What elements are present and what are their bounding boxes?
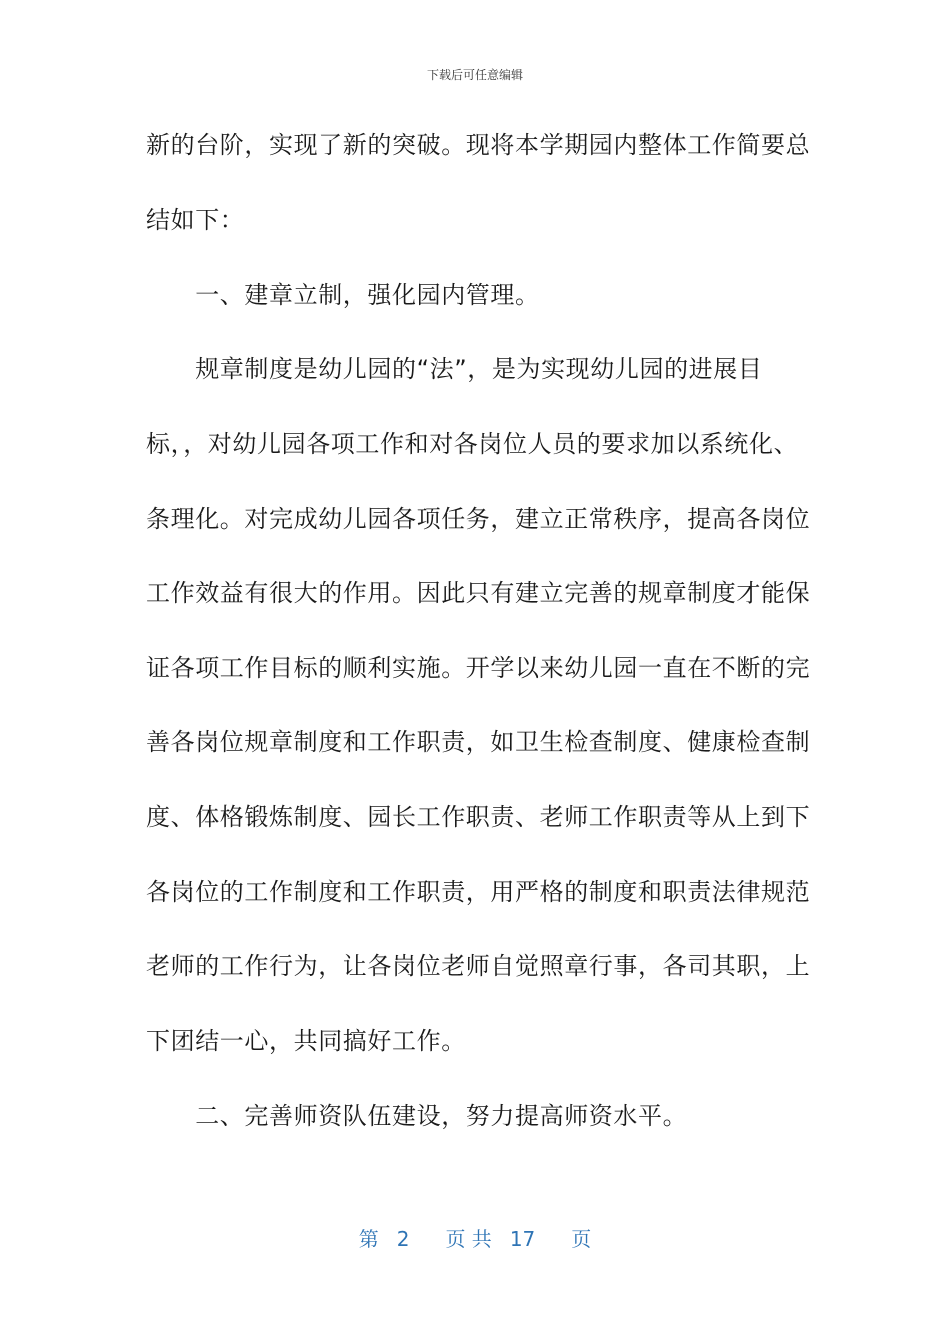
body-line: 新的台阶，实现了新的突破。现将本学期园内整体工作简要总 <box>146 131 811 159</box>
section-heading-1: 一、建章立制，强化园内管理。 <box>146 281 540 309</box>
body-line: 证各项工作目标的顺利实施。开学以来幼儿园一直在不断的完 <box>146 654 811 682</box>
page-middle-text: 页 共 <box>445 1227 492 1251</box>
total-pages-number: 17 <box>509 1227 536 1251</box>
body-line: 度、体格锻炼制度、园长工作职责、老师工作职责等从上到下 <box>146 803 811 831</box>
body-line: 规章制度是幼儿园的“法”，是为实现幼儿园的进展目 <box>146 355 763 383</box>
page-suffix: 页 <box>571 1227 592 1251</box>
body-line: 工作效益有很大的作用。因此只有建立完善的规章制度才能保 <box>146 579 811 607</box>
body-line: 善各岗位规章制度和工作职责，如卫生检查制度、健康检查制 <box>146 728 811 756</box>
body-line: 下团结一心，共同搞好工作。 <box>146 1027 466 1055</box>
body-line: 各岗位的工作制度和工作职责，用严格的制度和职责法律规范 <box>146 878 811 906</box>
page-prefix: 第 <box>358 1227 379 1251</box>
current-page-number: 2 <box>396 1227 410 1251</box>
header-note: 下载后可任意编辑 <box>426 68 523 82</box>
body-line: 条理化。对完成幼儿园各项任务，建立正常秩序，提高各岗位 <box>146 505 811 533</box>
page-number-footer <box>0 1226 950 1252</box>
body-line: 标，，对幼儿园各项工作和对各岗位人员的要求加以系统化、 <box>146 430 799 458</box>
section-heading-2: 二、完善师资队伍建设，努力提高师资水平。 <box>146 1102 688 1130</box>
body-line: 老师的工作行为，让各岗位老师自觉照章行事，各司其职，上 <box>146 952 811 980</box>
body-line: 结如下： <box>146 206 245 234</box>
